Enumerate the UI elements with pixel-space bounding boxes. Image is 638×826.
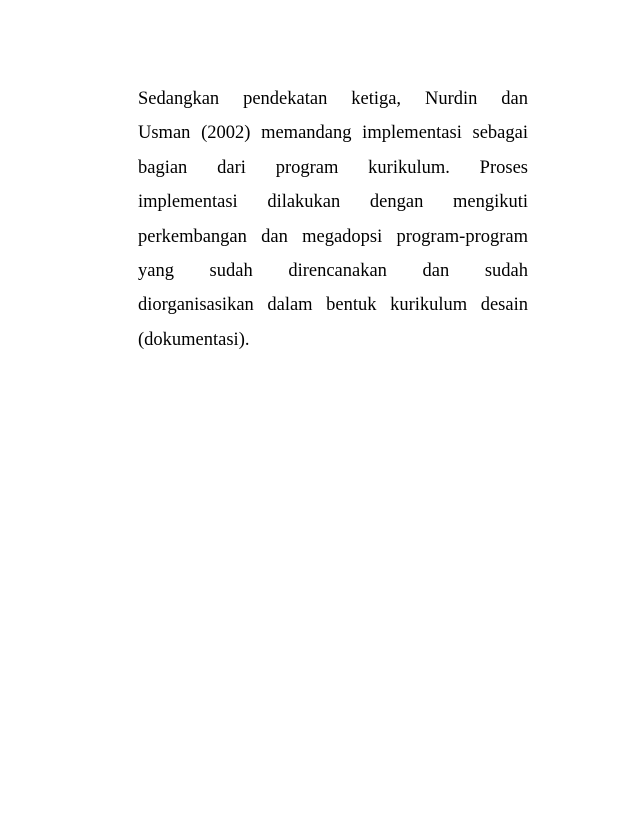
paragraph-line: bagian dari program kurikulum. Proses — [138, 157, 528, 178]
paragraph-line: yang sudah direncanakan dan sudah — [138, 260, 528, 281]
paragraph-line: implementasi dilakukan dengan mengikuti — [138, 192, 528, 213]
paragraph-line: perkembangan dan megadopsi program-program — [138, 226, 528, 247]
paragraph-line: Usman (2002) memandang implementasi sebagai — [138, 123, 528, 144]
paragraph-line: diorganisasikan dalam bentuk kurikulum desain — [138, 295, 528, 316]
body-paragraph — [138, 82, 528, 357]
paragraph-line: (dokumentasi). — [138, 329, 250, 350]
paragraph-line: Sedangkan pendekatan ketiga, Nurdin dan — [138, 89, 528, 109]
